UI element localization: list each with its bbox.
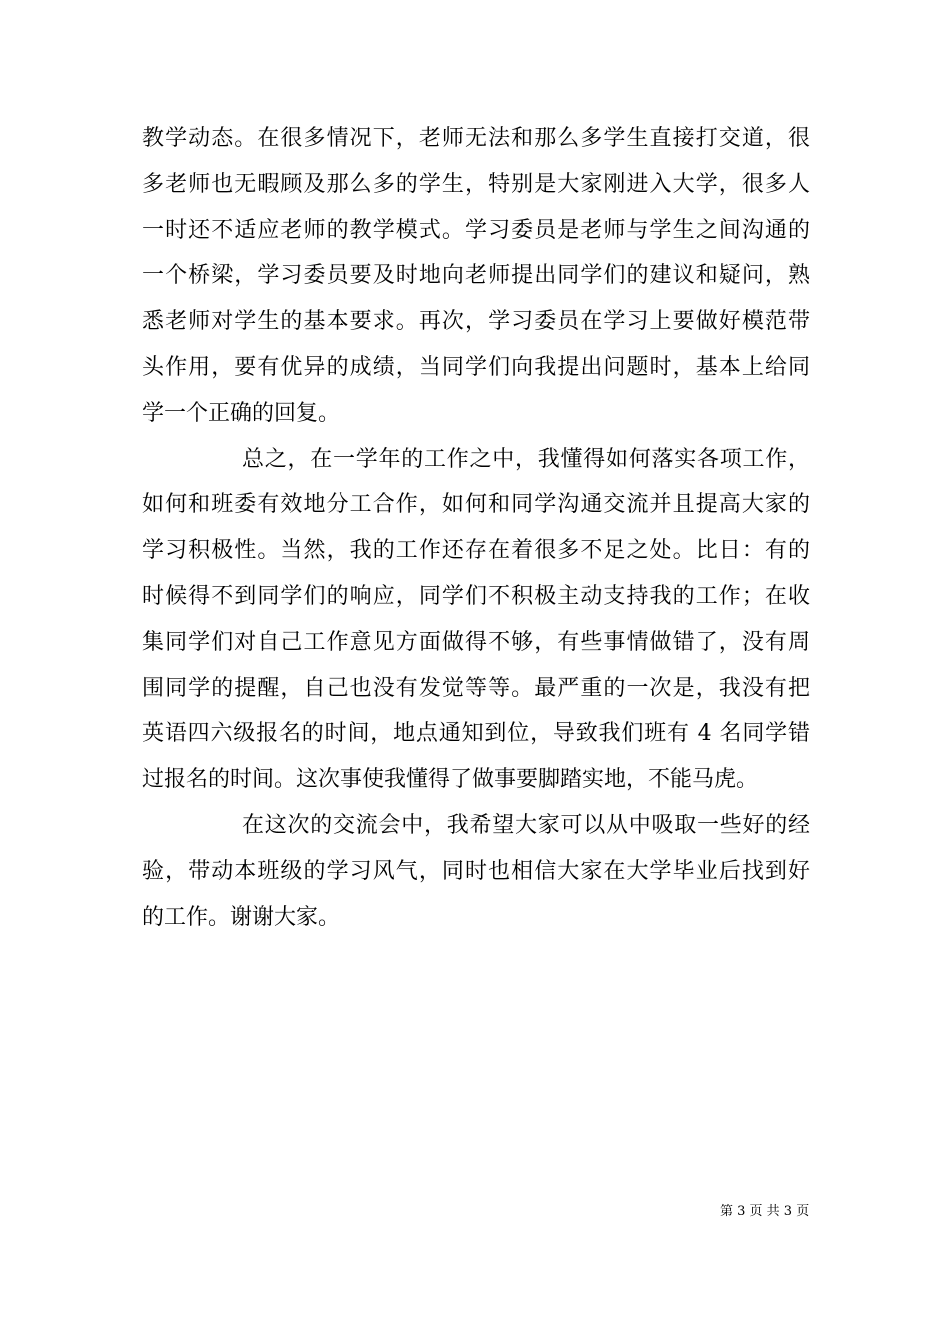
text-line: 学习积极性。当然，我的工作还存在着很多不足之处。比日：有的 (142, 538, 810, 564)
text-line: 在这次的交流会中，我希望大家可以从中吸取一些好的经 (242, 812, 810, 838)
text-line: 总之，在一学年的工作之中，我懂得如何落实各项工作， (242, 446, 810, 472)
text-line: 时候得不到同学们的响应，同学们不积极主动支持我的工作；在收 (142, 583, 810, 609)
text-line: 的工作。谢谢大家。 (142, 904, 341, 930)
text-line: 悉老师对学生的基本要求。再次，学习委员在学习上要做好模范带 (142, 309, 810, 335)
text-line: 一时还不适应老师的教学模式。学习委员是老师与学生之间沟通的 (142, 217, 810, 243)
text-line: 过报名的时间。这次事使我懂得了做事要脚踏实地，不能马虎。 (142, 767, 759, 793)
page-footer: 第 3 页 共 3 页 (720, 1204, 810, 1219)
text-line: 如何和班委有效地分工合作，如何和同学沟通交流并且提高大家的 (142, 492, 810, 518)
text-line: 围同学的提醒，自己也没有发觉等等。最严重的一次是，我没有把 (142, 675, 810, 701)
text-line: 集同学们对自己工作意见方面做得不够，有些事情做错了，没有周 (142, 629, 810, 655)
text-line: 学一个正确的回复。 (142, 400, 341, 426)
text-line: 头作用，要有优异的成绩，当同学们向我提出问题时，基本上给同 (142, 354, 810, 380)
text-line: 英语四六级报名的时间，地点通知到位，导致我们班有 4 名同学错 (142, 721, 810, 747)
body-text (142, 116, 810, 940)
text-line: 一个桥梁，学习委员要及时地向老师提出同学们的建议和疑问，熟 (142, 263, 810, 289)
text-line: 验，带动本班级的学习风气，同时也相信大家在大学毕业后找到好 (142, 858, 810, 884)
text-line: 教学动态。在很多情况下，老师无法和那么多学生直接打交道，很 (142, 126, 810, 151)
text-line: 多老师也无暇顾及那么多的学生，特别是大家刚进入大学，很多人 (142, 171, 810, 197)
